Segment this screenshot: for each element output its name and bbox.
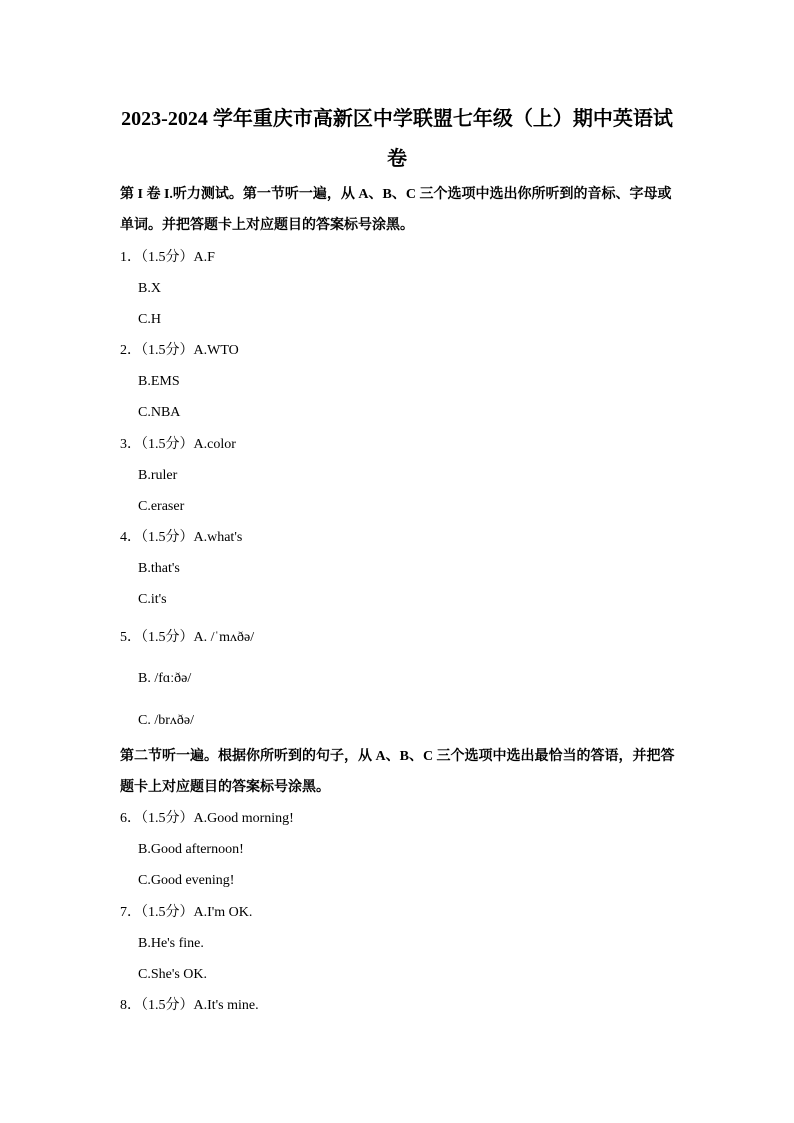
question-1-option-c: C.H bbox=[138, 312, 161, 327]
question-5-option-b: B. /fɑːðə/ bbox=[138, 671, 192, 686]
section-1-instruction-line2: 单词。并把答题卡上对应题目的答案标号涂黑。 bbox=[120, 218, 414, 233]
question-6-stem: 6．（1.5分）A.Good morning! bbox=[120, 811, 294, 826]
question-3-option-c: C.eraser bbox=[138, 499, 185, 514]
question-5-option-c: C. /brʌðə/ bbox=[138, 713, 194, 728]
question-4-option-b: B.that's bbox=[138, 561, 180, 576]
question-3-option-b: B.ruler bbox=[138, 468, 178, 483]
question-4-stem: 4．（1.5分）A.what's bbox=[120, 530, 243, 545]
question-6-option-b: B.Good afternoon! bbox=[138, 842, 244, 857]
exam-title-line2: 卷 bbox=[387, 148, 407, 170]
question-1-option-b: B.X bbox=[138, 281, 161, 296]
section-1-instruction-line1: 第 I 卷 I.听力测试。第一节听一遍，从 A、B、C 三个选项中选出你所听到的音标、字母或 bbox=[120, 187, 672, 202]
section-2-instruction-line1: 第二节听一遍。根据你所听到的句子，从 A、B、C 三个选项中选出最恰当的答语，并把答 bbox=[120, 749, 675, 764]
question-7-stem: 7．（1.5分）A.I'm OK. bbox=[120, 905, 253, 920]
question-4-option-c: C.it's bbox=[138, 592, 167, 607]
question-2-option-c: C.NBA bbox=[138, 405, 181, 420]
question-6-option-c: C.Good evening! bbox=[138, 873, 235, 888]
question-7-option-c: C.She's OK. bbox=[138, 967, 208, 982]
question-2-stem: 2．（1.5分）A.WTO bbox=[120, 343, 239, 358]
section-2-instruction-line2: 题卡上对应题目的答案标号涂黑。 bbox=[120, 780, 330, 795]
question-8-stem: 8．（1.5分）A.It's mine. bbox=[120, 998, 259, 1013]
question-2-option-b: B.EMS bbox=[138, 374, 180, 389]
question-1-stem: 1．（1.5分）A.F bbox=[120, 250, 215, 265]
question-7-option-b: B.He's fine. bbox=[138, 936, 204, 951]
question-5-stem: 5．（1.5分）A. /ˈmʌðə/ bbox=[120, 630, 255, 645]
exam-title-line1: 2023-2024 学年重庆市高新区中学联盟七年级（上）期中英语试 bbox=[121, 108, 673, 130]
question-3-stem: 3．（1.5分）A.color bbox=[120, 437, 236, 452]
